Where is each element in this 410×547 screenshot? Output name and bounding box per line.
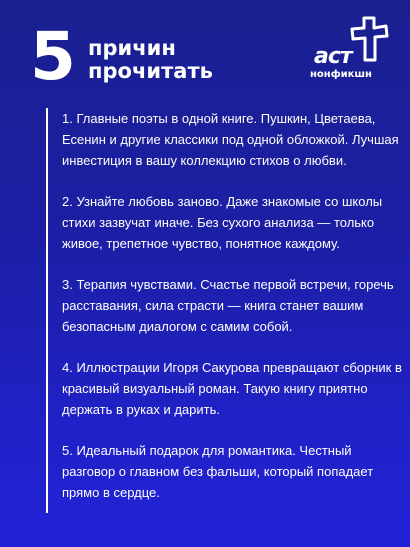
page-title	[88, 37, 213, 83]
logo-subtitle: нонфикшн	[310, 69, 372, 80]
list-item: 4. Иллюстрации Игоря Сакурова превращают сборник в красивый визуальный роман. Такую книгу приятно держать в руках и дарить.	[62, 360, 402, 417]
big-number: 5	[30, 18, 75, 95]
logo-brand: аст	[314, 44, 352, 69]
header	[30, 18, 390, 98]
publisher-logo	[310, 16, 400, 86]
cross-figure-icon	[350, 16, 390, 62]
reasons-list	[46, 108, 408, 513]
list-item: 1. Главные поэты в одной книге. Пушкин, Цветаева, Есенин и другие классики под одной обложкой. Лучшая инвестиция в вашу коллекцию стихов о любви.	[62, 111, 399, 168]
list-item: 3. Терапия чувствами. Счастье первой встречи, горечь расставания, сила страсти — книга станет вашим безопасным диалогом с самим собой.	[62, 277, 394, 334]
list-item: 5. Идеальный подарок для романтика. Честный разговор о главном без фальши, который попадает прямо в сердце.	[62, 443, 374, 500]
list-item: 2. Узнайте любовь заново. Даже знакомые со школы стихи зазвучат иначе. Без сухого анализа — только живое, трепетное чувство, понятное каждому.	[62, 194, 383, 251]
title-line-1: причин	[88, 36, 176, 60]
title-line-2: прочитать	[88, 59, 213, 83]
